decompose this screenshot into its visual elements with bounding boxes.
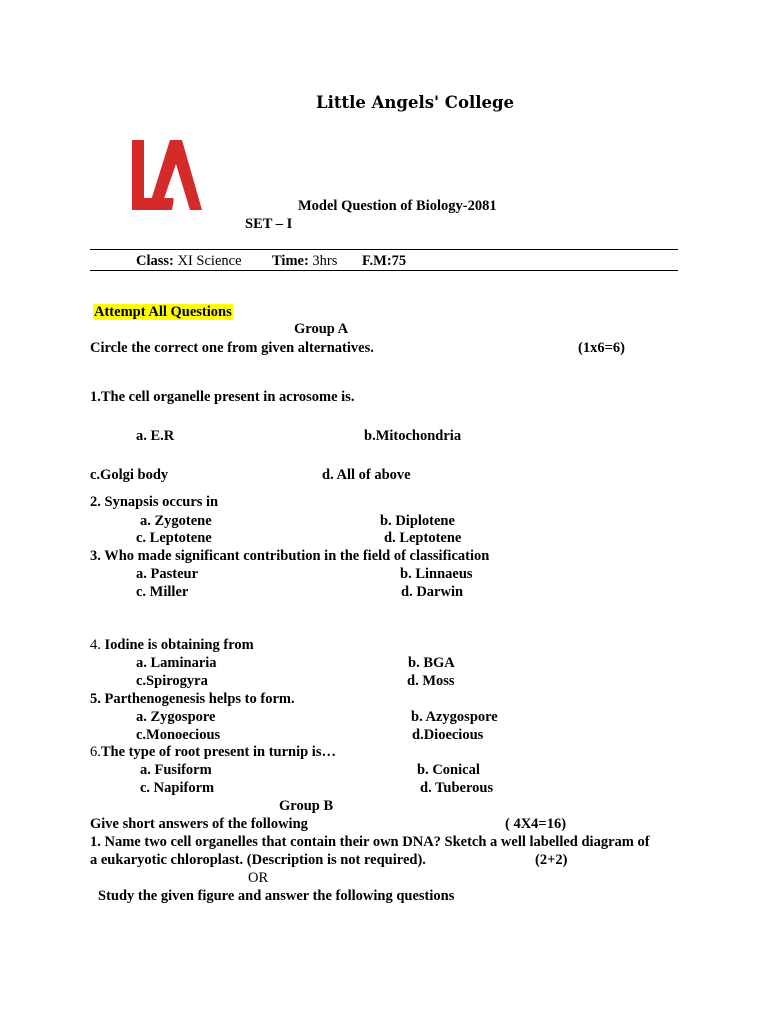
q1-option-d: d. All of above	[322, 467, 411, 483]
q2-option-c: c. Leptotene	[136, 530, 212, 546]
q6-line	[90, 743, 336, 761]
exam-title: Model Question of Biology-2081	[298, 198, 497, 214]
q4-text: Iodine is obtaining from	[104, 637, 254, 653]
group-a-direction: Circle the correct one from given alternatives.	[90, 340, 374, 356]
bottom-rule	[90, 270, 678, 271]
q3-text: 3. Who made significant contribution in the field of classification	[90, 548, 490, 564]
q5-option-a: a. Zygospore	[136, 709, 216, 725]
full-marks: F.M:75	[362, 253, 407, 269]
q5-option-c: c.Monoecious	[136, 727, 221, 743]
class-value: XI Science	[177, 253, 242, 269]
q3-option-d: d. Darwin	[401, 584, 464, 600]
group-b-title: Group B	[279, 798, 334, 814]
time-value: 3hrs	[312, 253, 338, 269]
q1-text: 1.The cell organelle present in acrosome is.	[90, 389, 355, 405]
q4-number: 4.	[90, 637, 101, 653]
exam-set: SET – I	[245, 216, 293, 232]
q3-option-c: c. Miller	[136, 584, 189, 600]
q6-text: The type of root present in turnip is…	[100, 744, 336, 760]
q6-option-c: c. Napiform	[140, 780, 215, 796]
q5-option-d: d.Dioecious	[412, 727, 484, 743]
group-a-title: Group A	[294, 321, 349, 337]
q6-option-d: d. Tuberous	[420, 780, 494, 796]
time-info	[272, 252, 337, 270]
q2-text: 2. Synapsis occurs in	[90, 494, 219, 510]
q1-option-a: a. E.R	[136, 428, 175, 444]
q2-option-a: a. Zygotene	[140, 513, 212, 529]
class-info	[136, 252, 242, 270]
q3-option-b: b. Linnaeus	[400, 566, 473, 582]
q2-option-d: d. Leptotene	[384, 530, 462, 546]
q4-option-a: a. Laminaria	[136, 655, 217, 671]
q1-option-b: b.Mitochondria	[364, 428, 462, 444]
q4-line	[90, 636, 254, 654]
group-b-q1-marks: (2+2)	[535, 852, 568, 868]
time-label: Time:	[272, 253, 309, 269]
q4-option-d: d. Moss	[407, 673, 455, 689]
group-b-q1-line2: a eukaryotic chloroplast. (Description is not required).	[90, 852, 426, 868]
college-name: Little Angels' College	[316, 93, 515, 112]
q3-option-a: a. Pasteur	[136, 566, 199, 582]
group-b-direction: Give short answers of the following	[90, 816, 308, 832]
study-figure-prompt: Study the given figure and answer the following questions	[98, 888, 455, 904]
top-rule	[90, 249, 678, 250]
q6-option-a: a. Fusiform	[140, 762, 212, 778]
college-logo	[130, 138, 204, 212]
q6-number: 6.	[90, 744, 101, 760]
group-b-q1-line1: 1. Name two cell organelles that contain their own DNA? Sketch a well labelled diagram of	[90, 834, 650, 850]
group-b-marks: ( 4X4=16)	[505, 816, 567, 832]
or-separator: OR	[248, 870, 269, 886]
q5-option-b: b. Azygospore	[411, 709, 498, 725]
instruction-highlight: Attempt All Questions	[94, 304, 232, 320]
q4-option-c: c.Spirogyra	[136, 673, 208, 689]
la-logo-icon	[130, 138, 204, 212]
q2-option-b: b. Diplotene	[380, 513, 455, 529]
q4-option-b: b. BGA	[408, 655, 455, 671]
group-a-marks: (1x6=6)	[578, 340, 625, 356]
q1-option-c: c.Golgi body	[90, 467, 169, 483]
q5-text: 5. Parthenogenesis helps to form.	[90, 691, 295, 707]
class-label: Class:	[136, 253, 174, 269]
q6-option-b: b. Conical	[417, 762, 480, 778]
